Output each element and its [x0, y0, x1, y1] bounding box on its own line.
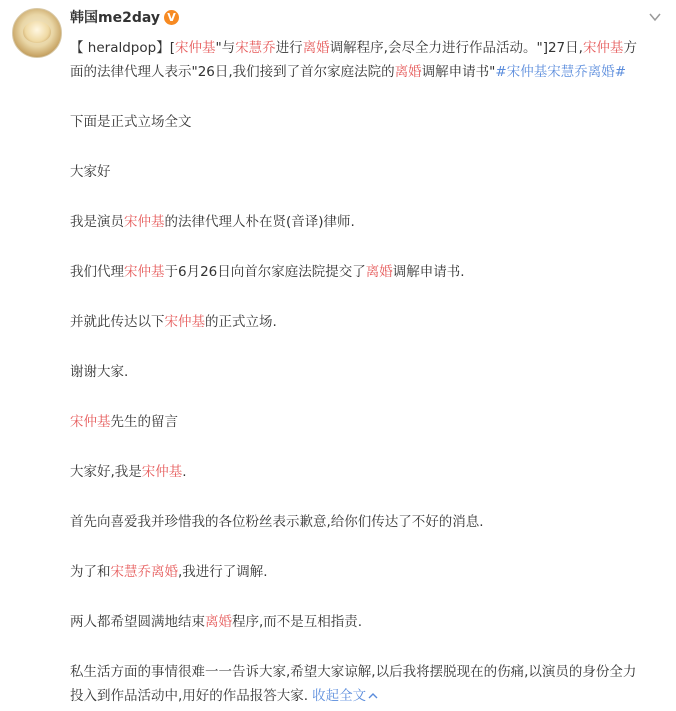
keyword-link[interactable]: 离婚: [365, 264, 393, 280]
text: 大家好,我是: [70, 464, 142, 480]
keyword-link[interactable]: 离婚: [302, 40, 330, 56]
paragraph: 谢谢大家.: [70, 364, 129, 380]
text: 调解申请书.: [392, 264, 465, 280]
paragraph: [70, 610, 662, 634]
chevron-up-icon: [368, 692, 378, 700]
paragraph: [70, 260, 662, 284]
text: 程序,而不是互相指责.: [232, 614, 363, 630]
intro-text: 面的法律代理人表示"26日,我们接到了首尔家庭法院的: [70, 64, 395, 80]
name-link[interactable]: 宋仲基: [70, 414, 111, 430]
keyword-link[interactable]: 离婚: [205, 614, 232, 630]
name-link[interactable]: 宋仲基: [164, 314, 205, 330]
text: 先生的留言: [110, 414, 178, 430]
paragraph: 首先向喜爱我并珍惜我的各位粉丝表示歉意,给你们传达了不好的消息.: [70, 514, 484, 530]
verified-badge-icon: V: [164, 10, 179, 25]
paragraph: [70, 310, 662, 334]
collapse-label: 收起全文: [312, 688, 367, 704]
paragraph: 大家好: [70, 164, 111, 180]
name-link[interactable]: 宋慧乔: [235, 40, 276, 56]
post-author: [70, 7, 179, 27]
intro-line-1: [70, 36, 662, 60]
text: 我们代理: [70, 264, 124, 280]
text: 于6月26日向首尔家庭法院提交了: [164, 264, 366, 280]
collapse-button[interactable]: [312, 688, 378, 704]
post-body: [70, 36, 662, 708]
name-link[interactable]: 宋仲基: [582, 40, 624, 56]
text: 两人都希望圆满地结束: [70, 614, 205, 630]
intro-text: 方: [623, 40, 637, 56]
text: 投入到作品活动中,用好的作品报答大家.: [70, 688, 309, 704]
keyword-link[interactable]: 离婚: [394, 64, 422, 80]
paragraph: [70, 560, 662, 584]
paragraph: 下面是正式立场全文: [70, 114, 192, 130]
name-link[interactable]: 宋仲基: [141, 464, 183, 480]
text: 并就此传达以下: [70, 314, 165, 330]
paragraph: [70, 684, 662, 708]
text: 的正式立场.: [205, 314, 277, 330]
name-link[interactable]: 宋仲基: [124, 214, 165, 230]
intro-line-2: [70, 60, 662, 84]
text: 的法律代理人朴在贤(音译)律师.: [164, 214, 355, 230]
chevron-down-icon[interactable]: [648, 10, 662, 24]
hashtag-link[interactable]: #宋仲基宋慧乔离婚#: [495, 64, 627, 80]
avatar-image: [23, 21, 51, 43]
username-link[interactable]: 韩国me2day: [70, 10, 160, 26]
name-link[interactable]: 宋仲基: [124, 264, 165, 280]
intro-text: "与: [215, 40, 236, 56]
avatar[interactable]: [12, 8, 62, 58]
paragraph: [70, 210, 662, 234]
intro-text: 进行: [275, 40, 303, 56]
text: 我是演员: [70, 214, 124, 230]
intro-text: 调解程序,会尽全力进行作品活动。"]27日,: [329, 40, 583, 56]
paragraph: 私生活方面的事情很难一一告诉大家,希望大家谅解,以后我将摆脱现在的伤痛,以演员的身份全力: [70, 664, 637, 680]
intro-text: 调解申请书": [421, 64, 496, 80]
text: 为了和: [70, 564, 111, 580]
text: .: [182, 464, 187, 480]
paragraph: [70, 410, 662, 434]
text: ,我进行了调解.: [178, 564, 268, 580]
name-link[interactable]: 宋仲基: [174, 40, 216, 56]
intro-text: 【 heraldpop】[: [70, 40, 175, 56]
paragraph: [70, 460, 662, 484]
name-link[interactable]: 宋慧乔离婚: [110, 564, 178, 580]
